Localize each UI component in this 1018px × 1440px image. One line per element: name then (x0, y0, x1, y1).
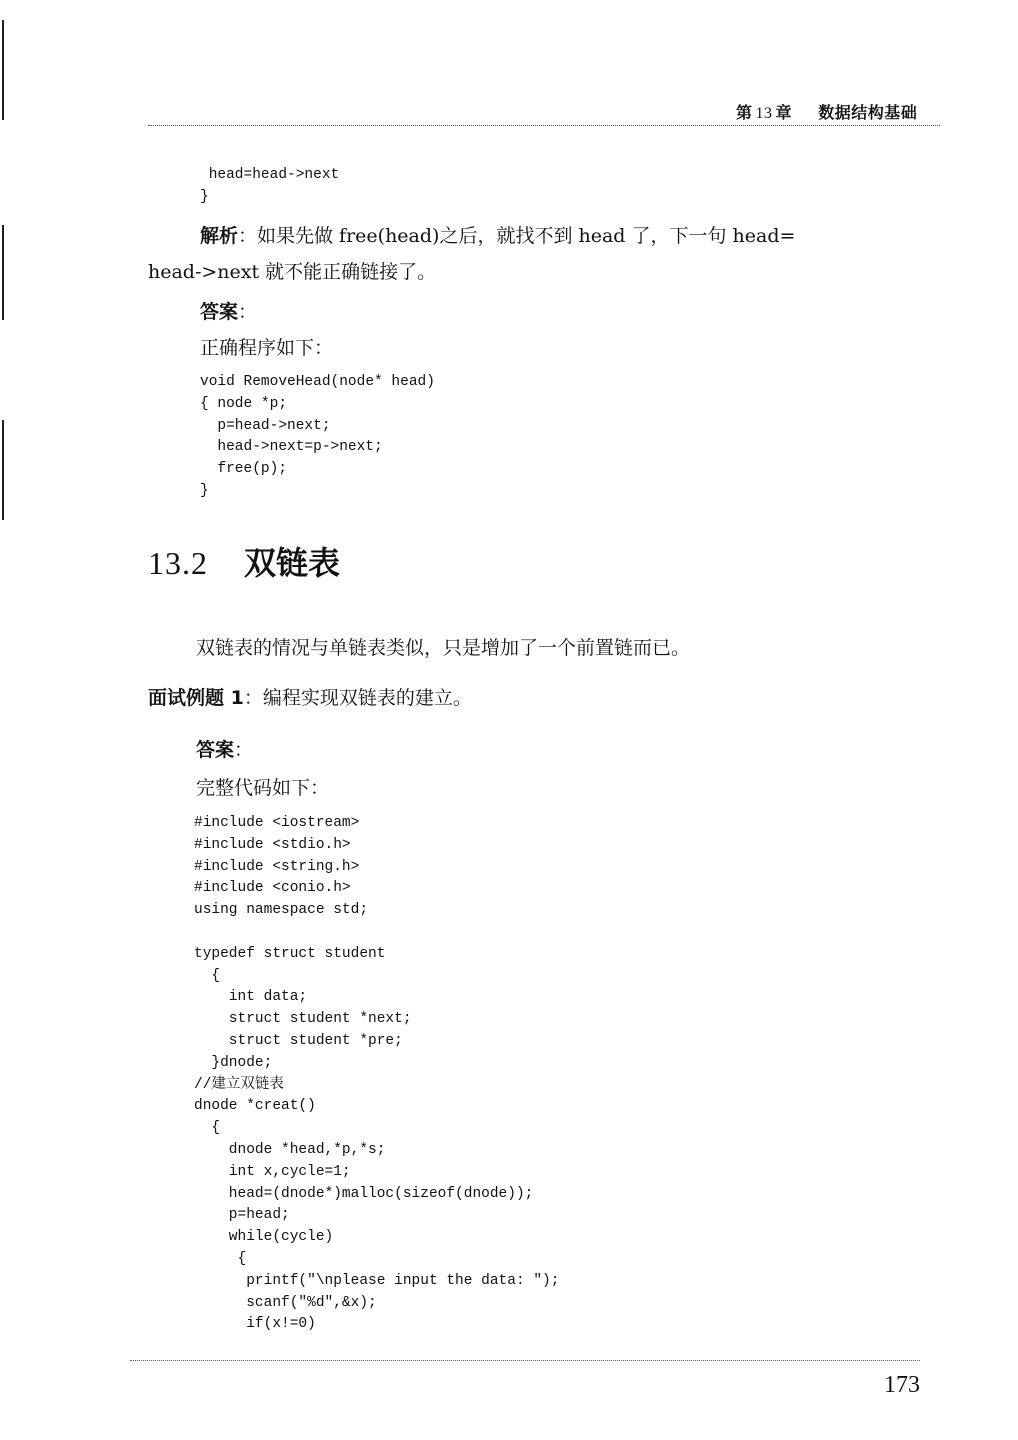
code-create (194, 813, 559, 1336)
answer-colon: ： (234, 739, 254, 761)
code-line: struct student *next; (194, 1011, 412, 1028)
code-line: } (200, 482, 209, 499)
code-line: typedef struct student (194, 945, 386, 962)
header-chapter-suffix: 章 (775, 103, 793, 122)
answer-heading (196, 732, 253, 768)
answer-intro: 完整代码如下： (196, 777, 330, 799)
code-line: p=head->next; (200, 417, 331, 434)
code-remove-head (200, 372, 435, 503)
section-heading (148, 538, 340, 584)
code-line: #include <conio.h> (194, 880, 351, 897)
code-line: }dnode; (194, 1054, 273, 1071)
code-line: scanf("%d",&x); (194, 1294, 377, 1311)
code-line: p=head; (194, 1207, 290, 1224)
answer-intro: 正确程序如下： (200, 337, 334, 359)
code-line: } (200, 188, 209, 205)
code-line: printf("\nplease input the data: "); (194, 1272, 560, 1289)
code-line: dnode *creat() (194, 1098, 316, 1115)
footer-rule (130, 1360, 920, 1361)
scan-edge-mark (2, 420, 4, 520)
code-line: if(x!=0) (194, 1316, 316, 1333)
code-line: head=head->next (200, 167, 340, 183)
code-line: #include <string.h> (194, 858, 360, 875)
example-label: 面试例题 1 (148, 687, 244, 709)
scan-edge-mark (2, 225, 4, 320)
section-title: 双链表 (244, 544, 341, 582)
code-line: head->next=p->next; (200, 439, 383, 456)
code-line: int data; (194, 989, 308, 1006)
code-line: void RemoveHead(node* head) (200, 374, 435, 390)
code-line: { (194, 967, 221, 984)
code-line: struct student *pre; (194, 1032, 403, 1049)
section-intro: 双链表的情况与单链表类似，只是增加了一个前置链而已。 (196, 637, 691, 659)
header-chapter-number: 13 (755, 105, 773, 122)
code-line: { (194, 1120, 221, 1137)
example-question (148, 680, 472, 716)
code-line: #include <stdio.h> (194, 836, 351, 853)
code-line: //建立双链表 (194, 1076, 284, 1093)
scan-edge-mark (2, 20, 4, 120)
header-chapter-prefix: 第 (736, 103, 753, 122)
header-rule (148, 125, 940, 126)
code-line: while(cycle) (194, 1229, 334, 1246)
code-line: head=(dnode*)malloc(sizeof(dnode)); (194, 1185, 534, 1202)
code-line: { (194, 1250, 247, 1267)
page-number: 173 (884, 1372, 920, 1398)
code-line: free(p); (200, 461, 288, 478)
answer-label: 答案 (196, 739, 235, 761)
analysis-paragraph (148, 218, 948, 290)
analysis-label: 解析 (200, 225, 239, 247)
code-line: { node *p; (200, 395, 288, 412)
running-header (736, 100, 917, 123)
answer-colon: ： (238, 301, 258, 323)
analysis-line-1: ：如果先做 free(head)之后，就找不到 head 了，下一句 head= (238, 225, 796, 247)
answer-heading (200, 294, 257, 330)
code-line: #include <iostream> (194, 815, 360, 831)
section-number: 13.2 (148, 545, 208, 581)
example-text: ：编程实现双链表的建立。 (243, 687, 472, 709)
code-line: int x,cycle=1; (194, 1163, 351, 1180)
code-line: dnode *head,*p,*s; (194, 1141, 386, 1158)
header-chapter-title: 数据结构基础 (818, 103, 918, 122)
code-line: using namespace std; (194, 902, 369, 919)
analysis-line-2: head->next 就不能正确链接了。 (148, 261, 437, 283)
code-fragment (200, 165, 339, 209)
answer-label: 答案 (200, 301, 239, 323)
